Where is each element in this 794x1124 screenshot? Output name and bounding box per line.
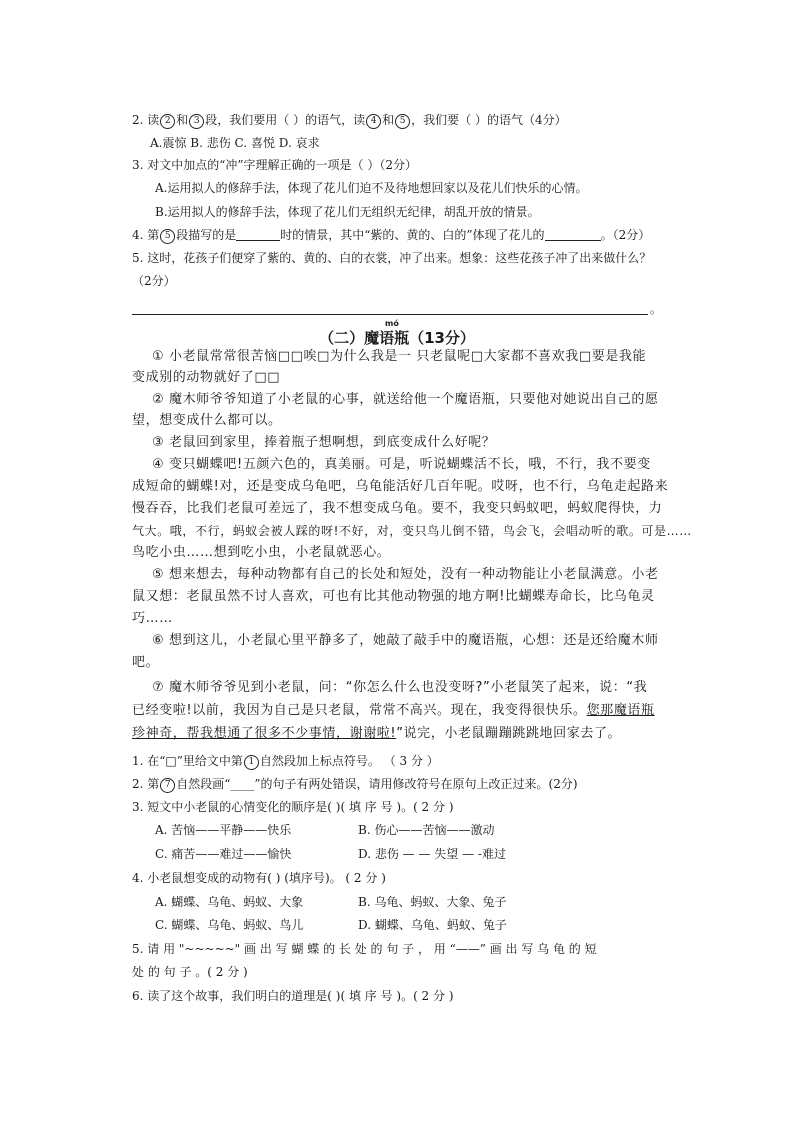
question2-1: 1. 在“□”里给文中第 1 自然段加上标点符号。 （ 3 分 ） [132, 754, 439, 768]
answer-blank[interactable] [236, 228, 280, 241]
circled-number: 1 [244, 755, 259, 770]
question2-4-option-d: D. 蝴蝶、乌龟、蚂蚁、兔子 [358, 918, 507, 932]
question-2: 2. 读 2 和 3 段，我们要用（ ）的语气，读 4 和 5 ，我们要（ ）的语气（4分） [132, 113, 567, 127]
question2-4-option-c: C. 蝴蝶、乌龟、蚂蚁、鸟儿 [155, 918, 304, 932]
question2-3-option-c: C. 痛苦——难过——愉快 [155, 847, 292, 861]
paragraph-7-line-3: 珍神奇，帮我想通了很多不少事情，谢谢啦!”说完，小老鼠蹦蹦跳跳地回家去了。 [132, 726, 622, 741]
circled-number: 4 [366, 114, 381, 129]
question2-3-option-a: A. 苦恼——平静——快乐 [155, 823, 292, 837]
question2-6: 6. 读了这个故事，我们明白的道理是( )( 填 序 号 )。( 2 分 ) [132, 989, 454, 1003]
answer-line[interactable] [132, 314, 648, 315]
paragraph-7-line-1: ⑦ 魔木师爷爷见到小老鼠，问：“你怎么什么也没变呀?”小老鼠笑了起来，说：“我 [152, 680, 648, 695]
circled-number: 5 [395, 114, 410, 129]
paragraph-6-line-2: 吧。 [132, 655, 160, 670]
question-3-option-a: A.运用拟人的修辞手法，体现了花儿们迫不及待地想回家以及花儿们快乐的心情。 [155, 181, 588, 195]
answer-line-end: 。 [650, 302, 663, 316]
circled-number: 2 [160, 114, 175, 129]
question-3-option-b: B.运用拟人的修辞手法，体现了花儿们无组织无纪律，胡乱开放的情景。 [155, 205, 540, 219]
paragraph-4-line-4: 气大。哦，不行，蚂蚁会被人踩的呀!不好，对，变只鸟儿倒不错，鸟会飞，会唱动听的歌。可是…… [132, 524, 692, 538]
paragraph-4-line-1: ④ 变只蝴蝶吧!五颜六色的，真美丽。可是，听说蝴蝶活不长，哦，不行，我不要变 [152, 457, 651, 472]
section-title: （二）魔语瓶（13分） [319, 329, 475, 347]
question2-4-option-b: B. 乌龟、蚂蚁、大象、兔子 [358, 895, 507, 909]
question2-5: 5. 请 用 "~~~~~" 画 出 写 蝴 蝶 的 长 处 的 句 子 ， 用 “——” 画 出 写 乌 龟 的 短 [132, 942, 597, 956]
question-2-options: A.震惊 B. 悲伤 C. 喜悦 D. 哀求 [150, 136, 320, 150]
underlined-sentence: 珍神奇，帮我想通了很多不少事情，谢谢啦! [132, 726, 397, 741]
question2-3-option-b: B. 伤心——苦恼——激动 [358, 823, 495, 837]
paragraph-6-line-1: ⑥ 想到这儿，小老鼠心里平静多了，她敲了敲手中的魔语瓶，心想：还是还给魔木师 [152, 633, 659, 648]
question-5: 5. 这时，花孩子们便穿了紫的、黄的、白的衣裳，冲了出来。想象：这些花孩子冲了出来做什么？ [132, 251, 652, 265]
circled-number: 5 [160, 229, 175, 244]
question-5-score: （2分） [132, 274, 176, 288]
circled-number: 7 [160, 778, 175, 793]
paragraph-5-line-2: 鼠又想：老鼠虽然不讨人喜欢，可也有比其他动物强的地方啊!比蝴蝶寿命长，比乌龟灵 [132, 589, 655, 604]
question2-3-option-d: D. 悲伤 — — 失望 — -难过 [358, 847, 506, 861]
circled-number: 3 [189, 114, 204, 129]
question2-4: 4. 小老鼠想变成的动物有( ) (填序号)。 ( 2 分 ) [132, 871, 386, 885]
paragraph-3-line-1: ③ 老鼠回到家里，捧着瓶子想啊想，到底变成什么好呢？ [152, 435, 496, 450]
question-3: 3. 对文中加点的“冲”字理解正确的一项是（ ）（2分） [132, 158, 417, 172]
paragraph-4-line-2: 成短命的蝴蝶!对，还是变成乌龟吧，乌龟能活好几百年呢。哎呀，也不行，乌龟走起路来 [132, 479, 669, 494]
paragraph-4-line-5: 鸟吃小虫……想到吃小虫，小老鼠就恶心。 [132, 545, 391, 560]
paragraph-4-line-3: 慢吞吞，比我们老鼠可差远了，我不想变成乌龟。要不，我变只蚂蚁吧，蚂蚁爬得快，力 [132, 501, 663, 516]
paragraph-1-line-1: ① 小老鼠常常很苦恼□□唉□为什么我是一 只老鼠呢□大家都不喜欢我□要是我能 [152, 349, 647, 364]
paragraph-5-line-1: ⑤ 想来想去，每种动物都有自己的长处和短处，没有一种动物能让小老鼠满意。小老 [152, 567, 659, 582]
answer-blank[interactable] [545, 228, 601, 241]
paragraph-2-line-2: 望，想变成什么都可以。 [132, 413, 282, 428]
title-pinyin: mó [385, 319, 399, 328]
question-4: 4. 第 5 段描写的是 时的情景，其中“紫的、黄的、白的”体现了花儿的 。（2分） [132, 228, 651, 242]
question2-2: 2. 第 7 自然段画“____”的句子有两处错误，请用修改符号在原句上改正过来。(2分) [132, 777, 578, 791]
underlined-sentence: 您那魔语瓶 [586, 703, 655, 718]
paragraph-7-line-2: 已经变啦!以前，我因为自己是只老鼠，常常不高兴。现在，我变得很快乐。您那魔语瓶 [132, 703, 655, 718]
paragraph-2-line-1: ② 魔木师爷爷知道了小老鼠的心事，就送给他一个魔语瓶，只要他对她说出自己的愿 [152, 392, 659, 407]
question2-3: 3. 短文中小老鼠的心情变化的顺序是( )( 填 序 号 )。( 2 分 ) [132, 800, 454, 814]
paragraph-5-line-3: 巧…… [132, 611, 173, 626]
question2-5-line-2: 处 的 句 子 。( 2 分 ) [132, 965, 248, 979]
question2-4-option-a: A. 蝴蝶、乌龟、蚂蚁、大象 [155, 895, 304, 909]
paragraph-1-line-2: 变成别的动物就好了□□ [132, 370, 281, 385]
